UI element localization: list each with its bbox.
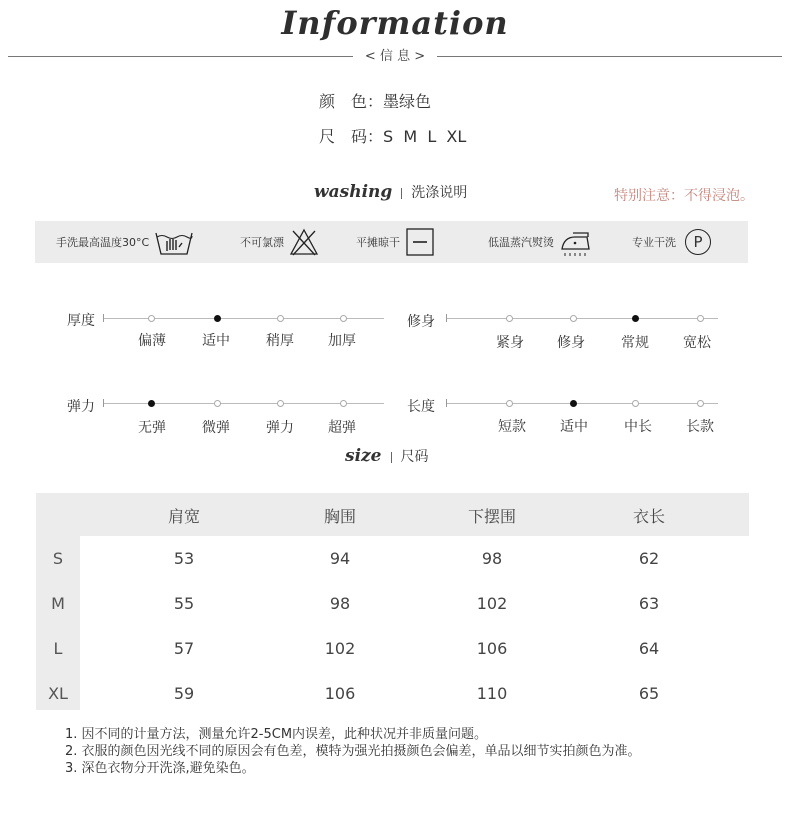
scale-option: 中长 [624,419,652,435]
table-cell: 57 [173,639,195,658]
scale-option: 宽松 [683,335,711,351]
scale-tick-length [446,399,447,407]
size-value: S M L XL [383,127,467,146]
scale-option: 紧身 [496,335,524,351]
row-size-label: L [53,639,63,658]
row-size-label: XL [48,684,68,703]
column-header: 衣长 [632,507,665,526]
washing-divider [401,188,402,199]
table-cell: 63 [638,594,660,613]
wash-item-steam-iron: 低温蒸汽熨烫 [488,221,593,263]
page-title: Information [281,4,509,42]
note-measurement: 1. 因不同的计量方法，测量允许2-5CM内误差，此种状况并非质量问题。 [65,727,488,742]
hand-wash-icon [154,227,194,257]
table-cell: 102 [476,594,508,613]
scale-dot-elasticity-2 [277,400,284,407]
column-header: 胸围 [323,507,356,526]
steam-iron-icon [559,227,593,257]
size-heading [345,446,429,466]
scale-option: 无弹 [138,420,166,436]
scale-dot-length-2 [632,400,639,407]
scale-option: 弹力 [266,420,294,436]
table-cell: 55 [173,594,195,613]
no-bleach-icon [289,227,319,257]
table-cell: 98 [481,549,503,568]
scale-dot-elasticity-0 [148,400,155,407]
scale-option: 适中 [202,333,230,349]
color-row [319,89,431,112]
scale-line-fit [446,318,718,319]
color-label: 颜 色： [319,92,384,111]
note-color-difference: 2. 衣服的颜色因光线不同的原因会有色差，模特为强光拍摄颜色会偏差，单品以细节实拍颜色为准。 [65,744,641,759]
scale-dot-thickness-1 [214,315,221,322]
table-cell: 102 [324,639,356,658]
table-cell: 65 [638,684,660,703]
wash-item-dry-clean: 专业干洗 P [632,221,711,263]
washing-band [35,221,748,263]
scale-dot-thickness-2 [277,315,284,322]
note-wash-separately: 3. 深色衣物分开洗涤,避免染色。 [65,761,255,776]
scale-dot-elasticity-3 [340,400,347,407]
washing-title: 洗涤说明 [411,185,468,201]
scale-option: 修身 [557,335,585,351]
scale-label-elasticity: 弹力 [67,399,95,415]
dry-clean-icon: P [685,229,711,255]
size-script: size [345,446,382,466]
table-cell: 53 [173,549,195,568]
table-cell: 98 [329,594,351,613]
scale-dot-length-1 [570,400,577,407]
scale-option: 加厚 [328,333,356,349]
scale-dot-length-0 [506,400,513,407]
table-cell: 59 [173,684,195,703]
table-cell: 64 [638,639,660,658]
table-cell: 106 [324,684,356,703]
row-size-label: S [52,549,64,568]
size-title: 尺码 [400,449,429,465]
scale-dot-fit-0 [506,315,513,322]
table-cell: 62 [638,549,660,568]
color-value: 墨绿色 [383,92,432,111]
scale-option: 适中 [560,419,588,435]
dry-flat-icon [405,227,435,257]
scale-dot-elasticity-1 [214,400,221,407]
scale-label-fit: 修身 [407,314,435,330]
scale-dot-fit-3 [697,315,704,322]
size-row [319,124,466,147]
wash-item-hand-wash: 手洗最高温度30°C [56,221,194,263]
scale-dot-fit-1 [570,315,577,322]
scale-dot-fit-2 [632,315,639,322]
scale-option: 偏薄 [138,333,166,349]
scale-option: 短款 [498,419,526,435]
scale-dot-length-3 [697,400,704,407]
size-divider [391,452,392,463]
table-cell: 94 [329,549,351,568]
washing-heading [314,182,467,202]
scale-option: 稍厚 [266,333,294,349]
column-header: 下摆围 [467,507,516,526]
scale-label-thickness: 厚度 [67,313,95,329]
size-label: 尺 码： [319,127,384,146]
column-header: 肩宽 [167,507,200,526]
scale-tick-elasticity [103,399,104,407]
washing-warning: 特别注意：不得浸泡。 [614,188,754,204]
table-cell: 110 [476,684,508,703]
scale-tick-fit [446,314,447,322]
wash-item-no-bleach: 不可氯漂 [240,221,319,263]
washing-script: washing [314,182,393,202]
scale-line-length [446,403,718,404]
scale-label-length: 长度 [407,399,435,415]
scale-tick-thickness [103,314,104,322]
scale-option: 微弹 [202,420,230,436]
table-cell: 106 [476,639,508,658]
wash-item-dry-flat: 平摊晾干 [356,221,435,263]
row-size-label: M [51,594,65,613]
scale-dot-thickness-3 [340,315,347,322]
page-subtitle: < 信 息 > [0,45,790,64]
scale-option: 超弹 [328,420,356,436]
scale-dot-thickness-0 [148,315,155,322]
scale-option: 长款 [686,419,714,435]
scale-option: 常规 [621,335,649,351]
